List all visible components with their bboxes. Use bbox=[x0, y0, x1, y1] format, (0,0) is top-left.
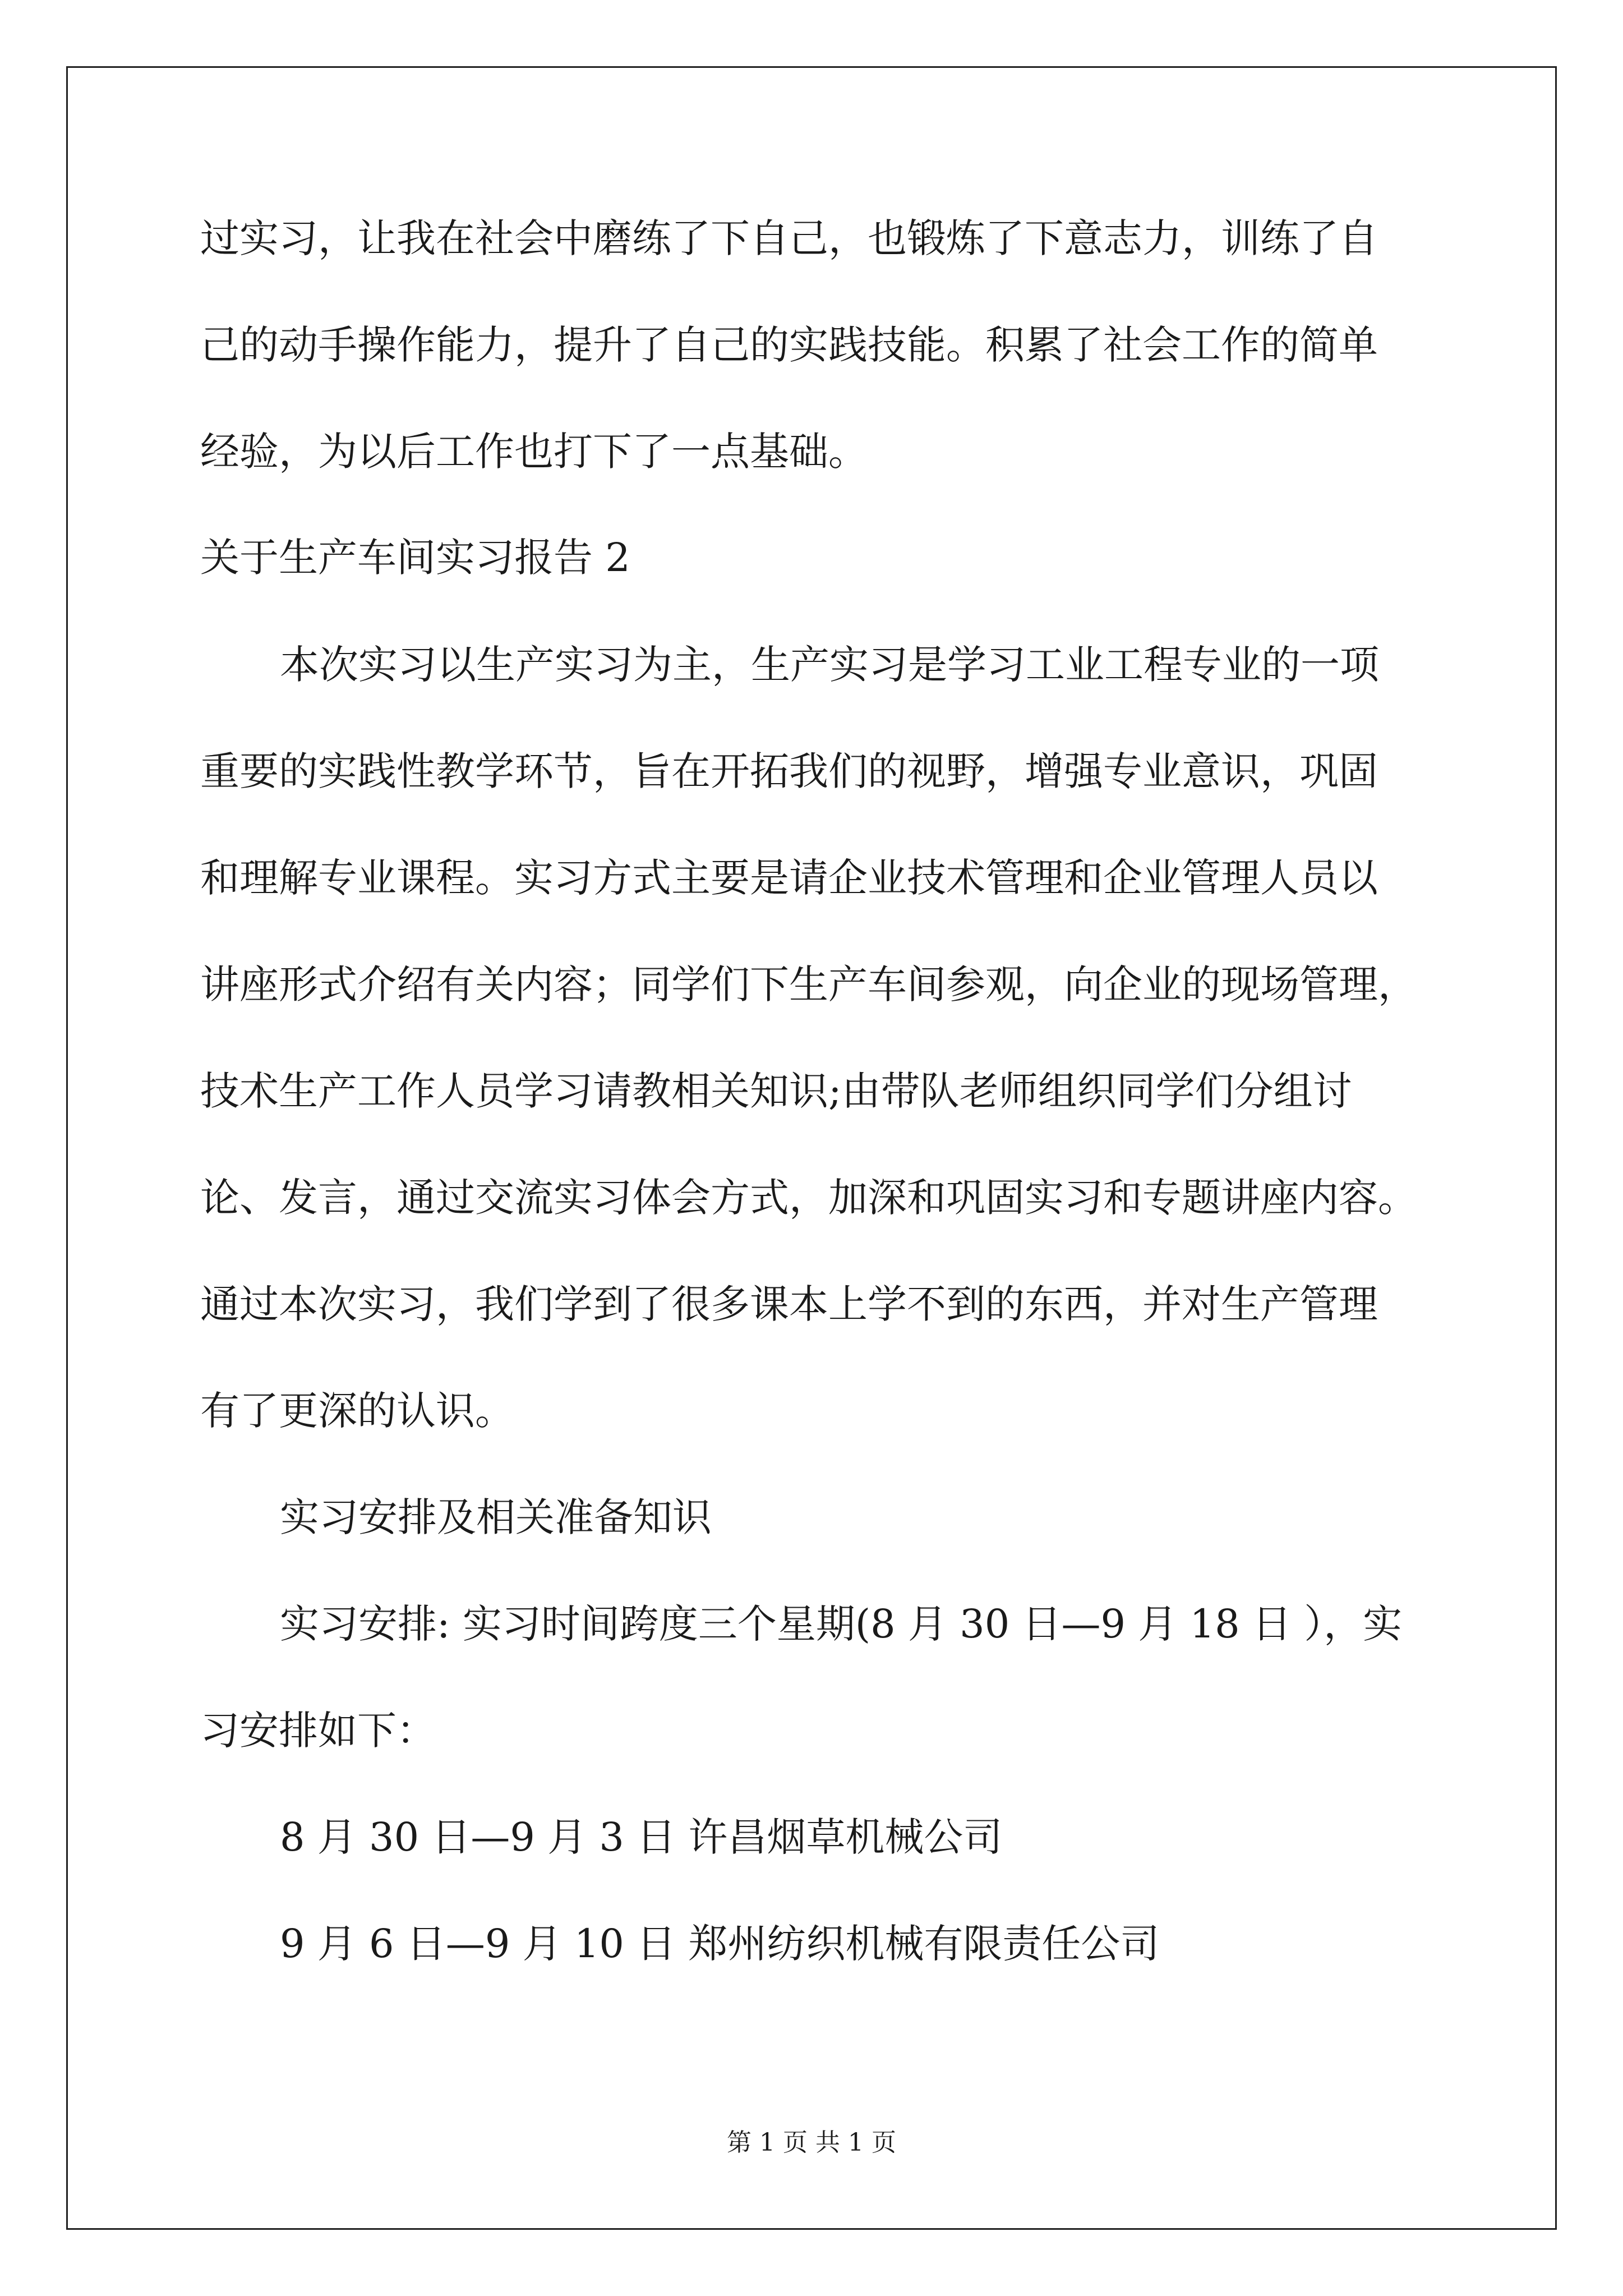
paragraph-line: 有了更深的认识。 bbox=[200, 1388, 514, 1434]
paragraph-line: 实习安排: 实习时间跨度三个星期(8 月 30 日—9 月 18 日 ），实 bbox=[280, 1601, 1403, 1647]
paragraph-line: 重要的实践性教学环节，旨在开拓我们的视野，增强专业意识，巩固 bbox=[200, 748, 1378, 794]
page-border bbox=[66, 66, 1557, 2230]
schedule-item: 9 月 6 日—9 月 10 日 郑州纺织机械有限责任公司 bbox=[280, 1921, 1160, 1967]
paragraph-line: 技术生产工作人员学习请教相关知识;由带队老师组织同学们分组讨 bbox=[200, 1068, 1352, 1114]
page-footer: 第 1 页 共 1 页 bbox=[727, 2128, 896, 2157]
paragraph-line: 过实习，让我在社会中磨练了下自己，也锻炼了下意志力，训练了自 bbox=[200, 215, 1378, 261]
paragraph-line: 己的动手操作能力，提升了自己的实践技能。积累了社会工作的简单 bbox=[200, 322, 1378, 368]
subsection-title: 实习安排及相关准备知识 bbox=[280, 1494, 712, 1540]
paragraph-line: 讲座形式介绍有关内容；同学们下生产车间参观，向企业的现场管理， bbox=[200, 961, 1417, 1007]
paragraph-line: 通过本次实习，我们学到了很多课本上学不到的东西，并对生产管理 bbox=[200, 1281, 1378, 1327]
paragraph-line: 经验，为以后工作也打下了一点基础。 bbox=[200, 429, 868, 475]
paragraph-line: 本次实习以生产实习为主，生产实习是学习工业工程专业的一项 bbox=[280, 642, 1379, 688]
section-heading: 关于生产车间实习报告 2 bbox=[200, 535, 630, 581]
schedule-item: 8 月 30 日—9 月 3 日 许昌烟草机械公司 bbox=[280, 1814, 1003, 1860]
paragraph-line: 和理解专业课程。实习方式主要是请企业技术管理和企业管理人员以 bbox=[200, 855, 1378, 901]
paragraph-line: 习安排如下： bbox=[200, 1708, 436, 1754]
paragraph-line: 论、发言，通过交流实习体会方式，加深和巩固实习和专题讲座内容。 bbox=[200, 1175, 1417, 1221]
